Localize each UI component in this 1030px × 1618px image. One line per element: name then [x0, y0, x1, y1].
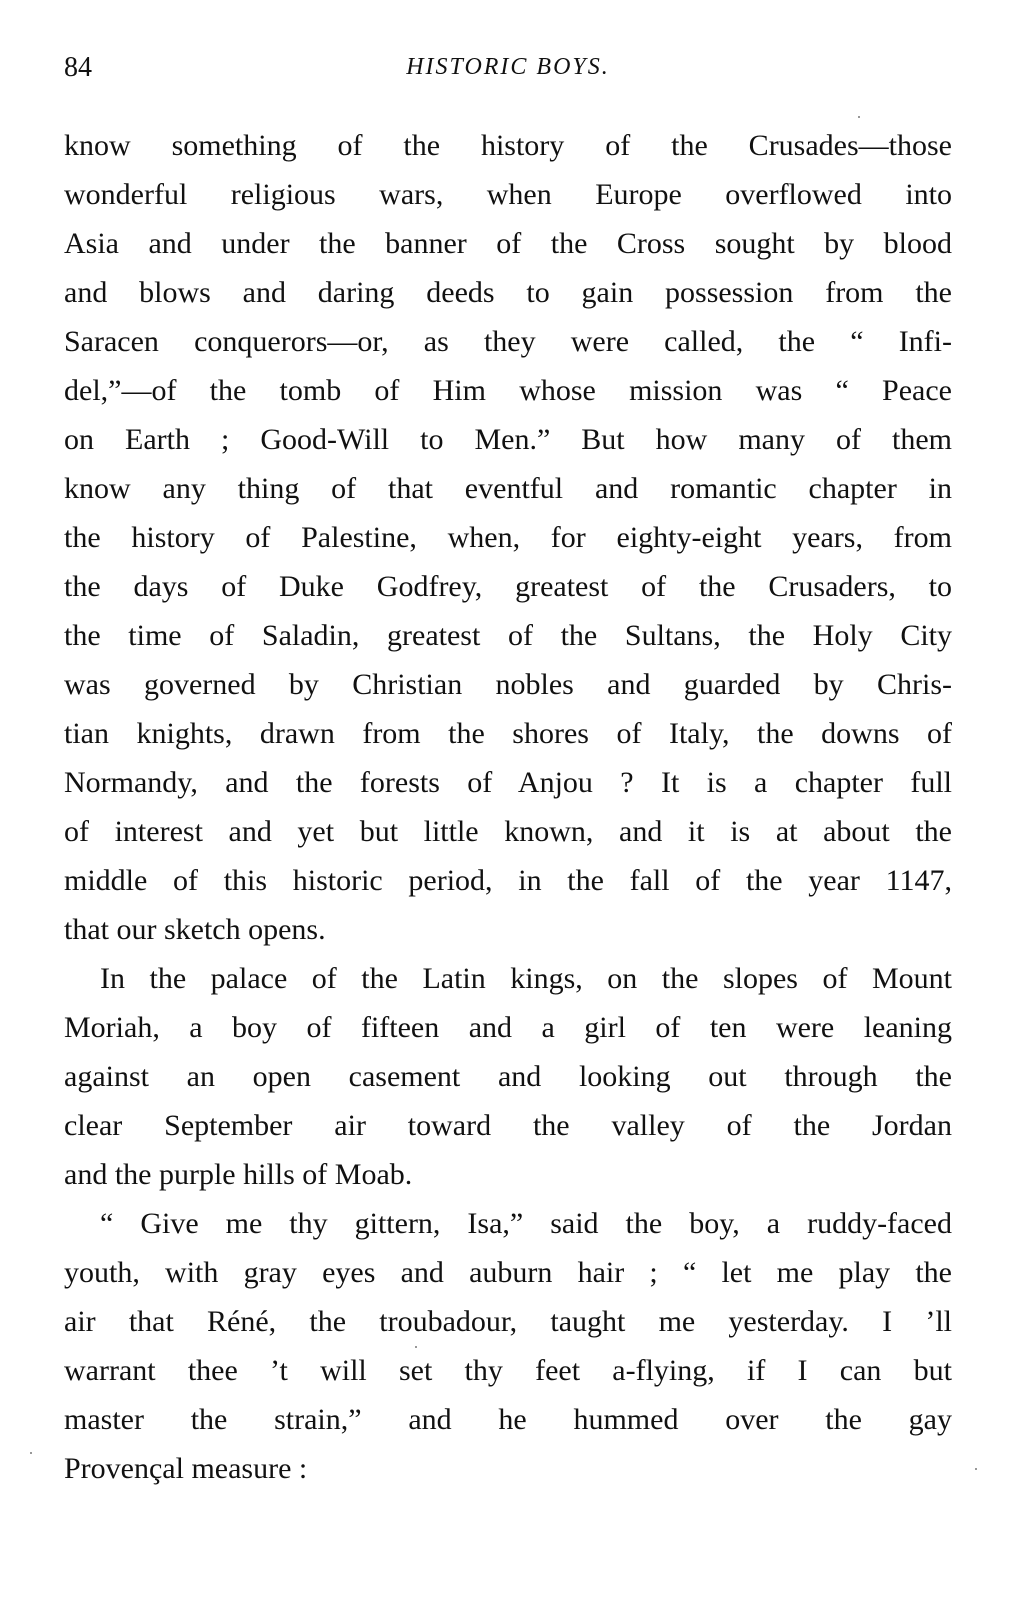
text-line: know any thing of that eventful and romantic chapter in — [64, 472, 952, 505]
running-title: HISTORIC BOYS. — [406, 54, 610, 80]
scan-speck — [858, 116, 860, 118]
scan-speck — [30, 1452, 32, 1454]
text-line: Provençal measure : — [64, 1452, 308, 1485]
text-line: the time of Saladin, greatest of the Sultans, the Holy City — [64, 619, 952, 652]
text-line: against an open casement and looking out through the — [64, 1060, 952, 1093]
text-line: del,”—of the tomb of Him whose mission was “ Peace — [64, 374, 952, 407]
scan-speck — [975, 1468, 977, 1470]
text-line: wonderful religious wars, when Europe overflowed into — [64, 178, 952, 211]
text-line: middle of this historic period, in the fall of the year 1147, — [64, 864, 952, 897]
text-line: that our sketch opens. — [64, 913, 326, 946]
text-line: youth, with gray eyes and auburn hair ; “ let me play the — [64, 1256, 952, 1289]
text-line: Saracen conquerors—or, as they were called, the “ Infi- — [64, 325, 952, 358]
body-text — [64, 121, 952, 1493]
text-line: Asia and under the banner of the Cross sought by blood — [64, 227, 952, 260]
text-line: tian knights, drawn from the shores of Italy, the downs of — [64, 717, 952, 750]
text-line: was governed by Christian nobles and guarded by Chris- — [64, 668, 952, 701]
text-line: Normandy, and the forests of Anjou ? It is a chapter full — [64, 766, 952, 799]
text-line: and blows and daring deeds to gain possession from the — [64, 276, 952, 309]
text-line: know something of the history of the Crusades—those — [64, 129, 952, 162]
text-line: and the purple hills of Moab. — [64, 1158, 413, 1191]
text-line: Moriah, a boy of fifteen and a girl of ten were leaning — [64, 1011, 952, 1044]
text-line: clear September air toward the valley of the Jordan — [64, 1109, 952, 1142]
page-number: 84 — [64, 52, 92, 83]
paragraph-2 — [64, 954, 952, 1199]
text-line: “ Give me thy gittern, Isa,” said the boy, a ruddy-faced — [100, 1207, 952, 1240]
text-line: master the strain,” and he hummed over the gay — [64, 1403, 952, 1436]
text-line: of interest and yet but little known, and it is at about the — [64, 815, 952, 848]
paragraph-3 — [64, 1199, 952, 1493]
text-line: warrant thee ’t will set thy feet a-flying, if I can but — [64, 1354, 952, 1387]
page-header — [64, 52, 952, 92]
text-line: air that Réné, the troubadour, taught me yesterday. I ’ll — [64, 1305, 952, 1338]
paragraph-1 — [64, 121, 952, 954]
text-line: the days of Duke Godfrey, greatest of the Crusaders, to — [64, 570, 952, 603]
scan-speck — [415, 1346, 417, 1348]
text-line: the history of Palestine, when, for eighty-eight years, from — [64, 521, 952, 554]
text-line: In the palace of the Latin kings, on the slopes of Mount — [100, 962, 952, 995]
text-line: on Earth ; Good-Will to Men.” But how many of them — [64, 423, 952, 456]
